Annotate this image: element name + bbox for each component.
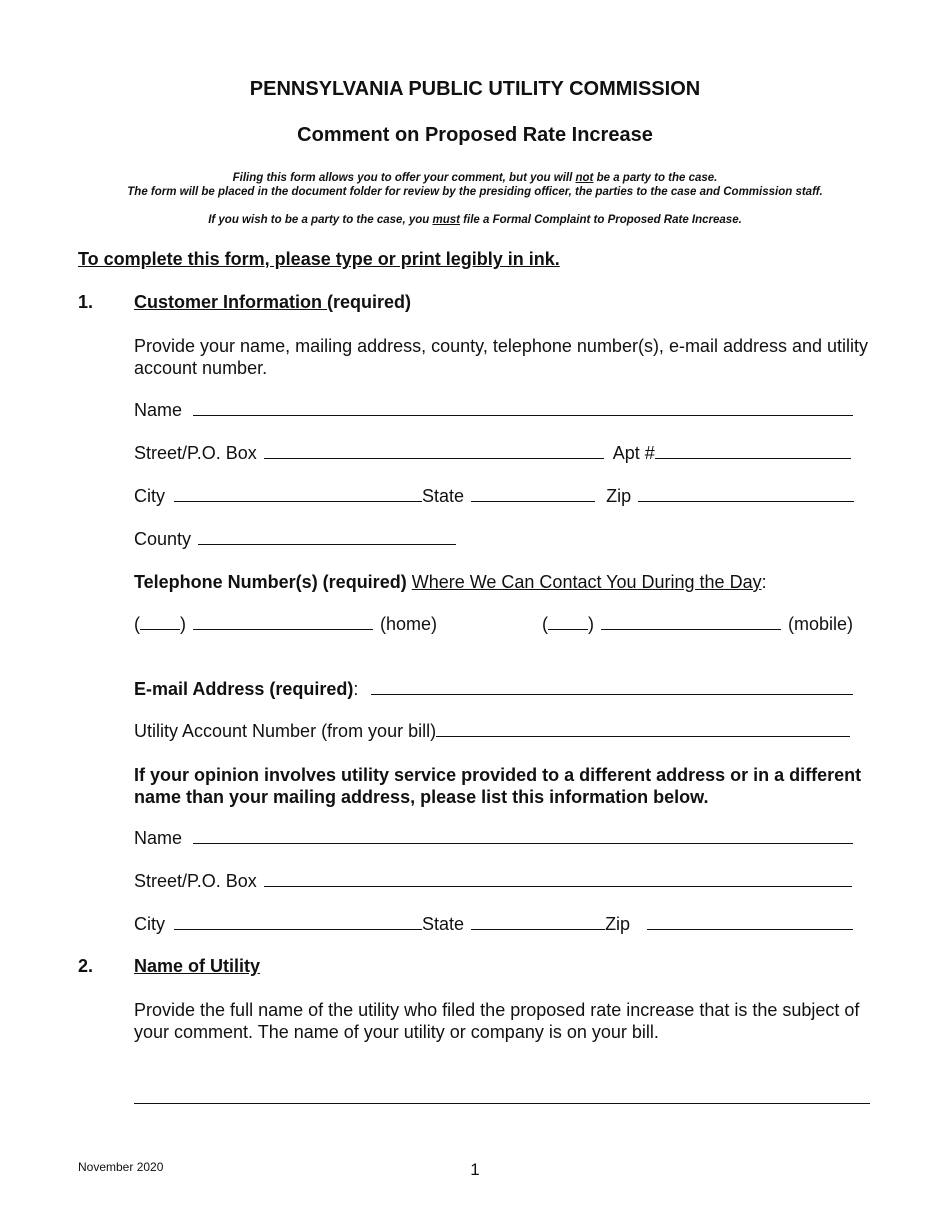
alt-zip-field[interactable] xyxy=(647,913,853,930)
form-title: Comment on Proposed Rate Increase xyxy=(297,124,653,146)
mobile-label: (mobile) xyxy=(788,614,854,634)
alt-state-field[interactable] xyxy=(471,913,605,930)
alt-street-row xyxy=(134,870,852,892)
email-label: E-mail Address (required) xyxy=(134,679,354,699)
section-2-heading: Name of Utility xyxy=(134,956,261,976)
telephone-required-label: Telephone Number(s) (required) xyxy=(134,572,407,592)
city-field[interactable] xyxy=(174,485,422,502)
document-folder-note: The form will be placed in the document folder for review by the presiding officer, the parties to the case and Commission staff. xyxy=(127,186,823,198)
formal-complaint-text-a: If you wish to be a party to the case, you xyxy=(208,214,433,226)
zip-field[interactable] xyxy=(638,485,854,502)
email-row xyxy=(134,678,853,700)
street-row xyxy=(134,442,851,464)
formal-complaint-text-b: file a Formal Complaint to Proposed Rate Increase. xyxy=(459,214,742,226)
mobile-area-open: ( xyxy=(542,614,548,634)
alternate-address-note: If your opinion involves utility service provided to a different address or in a different name than your mailing address, please list this information below. xyxy=(134,765,862,807)
alt-state-label: State xyxy=(422,914,465,934)
city-row xyxy=(134,485,854,507)
state-field[interactable] xyxy=(471,485,595,502)
mobile-area-code-field[interactable] xyxy=(548,613,588,630)
section-1-number: 1. xyxy=(78,292,94,312)
alt-name-label: Name xyxy=(134,828,183,848)
formal-complaint-note xyxy=(0,214,950,226)
account-row xyxy=(134,720,850,742)
alt-name-row xyxy=(134,827,853,849)
footer-date: November 2020 xyxy=(78,1160,164,1174)
home-area-close: ) xyxy=(180,614,186,634)
organization-name: PENNSYLVANIA PUBLIC UTILITY COMMISSION xyxy=(249,78,701,100)
mobile-area-close: ) xyxy=(588,614,594,634)
section-2-intro: Provide the full name of the utility who filed the proposed rate increase that is the subject of your comment. The name of your utility or company is on your bill. xyxy=(134,1000,860,1042)
section-2-number: 2. xyxy=(78,956,94,976)
telephone-daytime-label: Where We Can Contact You During the Day xyxy=(411,572,762,592)
section-1-required: (required) xyxy=(327,292,412,312)
city-label: City xyxy=(134,486,165,506)
party-note xyxy=(0,172,950,184)
name-label: Name xyxy=(134,400,183,420)
alt-street-field[interactable] xyxy=(264,870,852,887)
formal-complaint-must: must xyxy=(432,214,460,226)
email-field[interactable] xyxy=(371,678,853,695)
home-area-code-field[interactable] xyxy=(140,613,180,630)
email-colon: : xyxy=(353,679,359,699)
home-label: (home) xyxy=(380,614,438,634)
mobile-phone-row xyxy=(542,613,853,635)
section-1-heading xyxy=(134,292,411,313)
home-area-open: ( xyxy=(134,614,140,634)
section-1-title: Customer Information xyxy=(134,292,328,312)
telephone-colon: : xyxy=(761,572,767,592)
name-field[interactable] xyxy=(193,399,853,416)
alt-name-field[interactable] xyxy=(193,827,853,844)
section-1-intro: Provide your name, mailing address, county, telephone number(s), e-mail address and utility account number. xyxy=(134,336,869,378)
county-row xyxy=(134,528,456,550)
alt-city-row xyxy=(134,913,853,935)
county-label: County xyxy=(134,529,192,549)
page-number: 1 xyxy=(470,1160,480,1179)
street-field[interactable] xyxy=(264,442,604,459)
zip-label: Zip xyxy=(606,486,632,506)
apt-field[interactable] xyxy=(655,442,851,459)
form-instruction: To complete this form, please type or print legibly in ink. xyxy=(78,249,560,269)
home-phone-row xyxy=(134,613,437,635)
party-note-text-a: Filing this form allows you to offer your comment, but you will xyxy=(232,172,576,184)
utility-name-field[interactable] xyxy=(134,1103,870,1104)
party-note-text-b: be a party to the case. xyxy=(593,172,718,184)
account-number-field[interactable] xyxy=(436,720,850,737)
telephone-heading xyxy=(134,571,767,593)
mobile-phone-field[interactable] xyxy=(601,613,781,630)
alt-city-field[interactable] xyxy=(174,913,422,930)
state-label: State xyxy=(422,486,465,506)
street-label: Street/P.O. Box xyxy=(134,443,257,463)
alt-city-label: City xyxy=(134,914,165,934)
apt-label: Apt # xyxy=(612,443,655,463)
alt-zip-label: Zip xyxy=(605,914,631,934)
name-row xyxy=(134,399,853,421)
county-field[interactable] xyxy=(198,528,456,545)
account-label: Utility Account Number (from your bill) xyxy=(134,721,437,741)
alt-street-label: Street/P.O. Box xyxy=(134,871,257,891)
home-phone-field[interactable] xyxy=(193,613,373,630)
party-note-not: not xyxy=(575,172,594,184)
